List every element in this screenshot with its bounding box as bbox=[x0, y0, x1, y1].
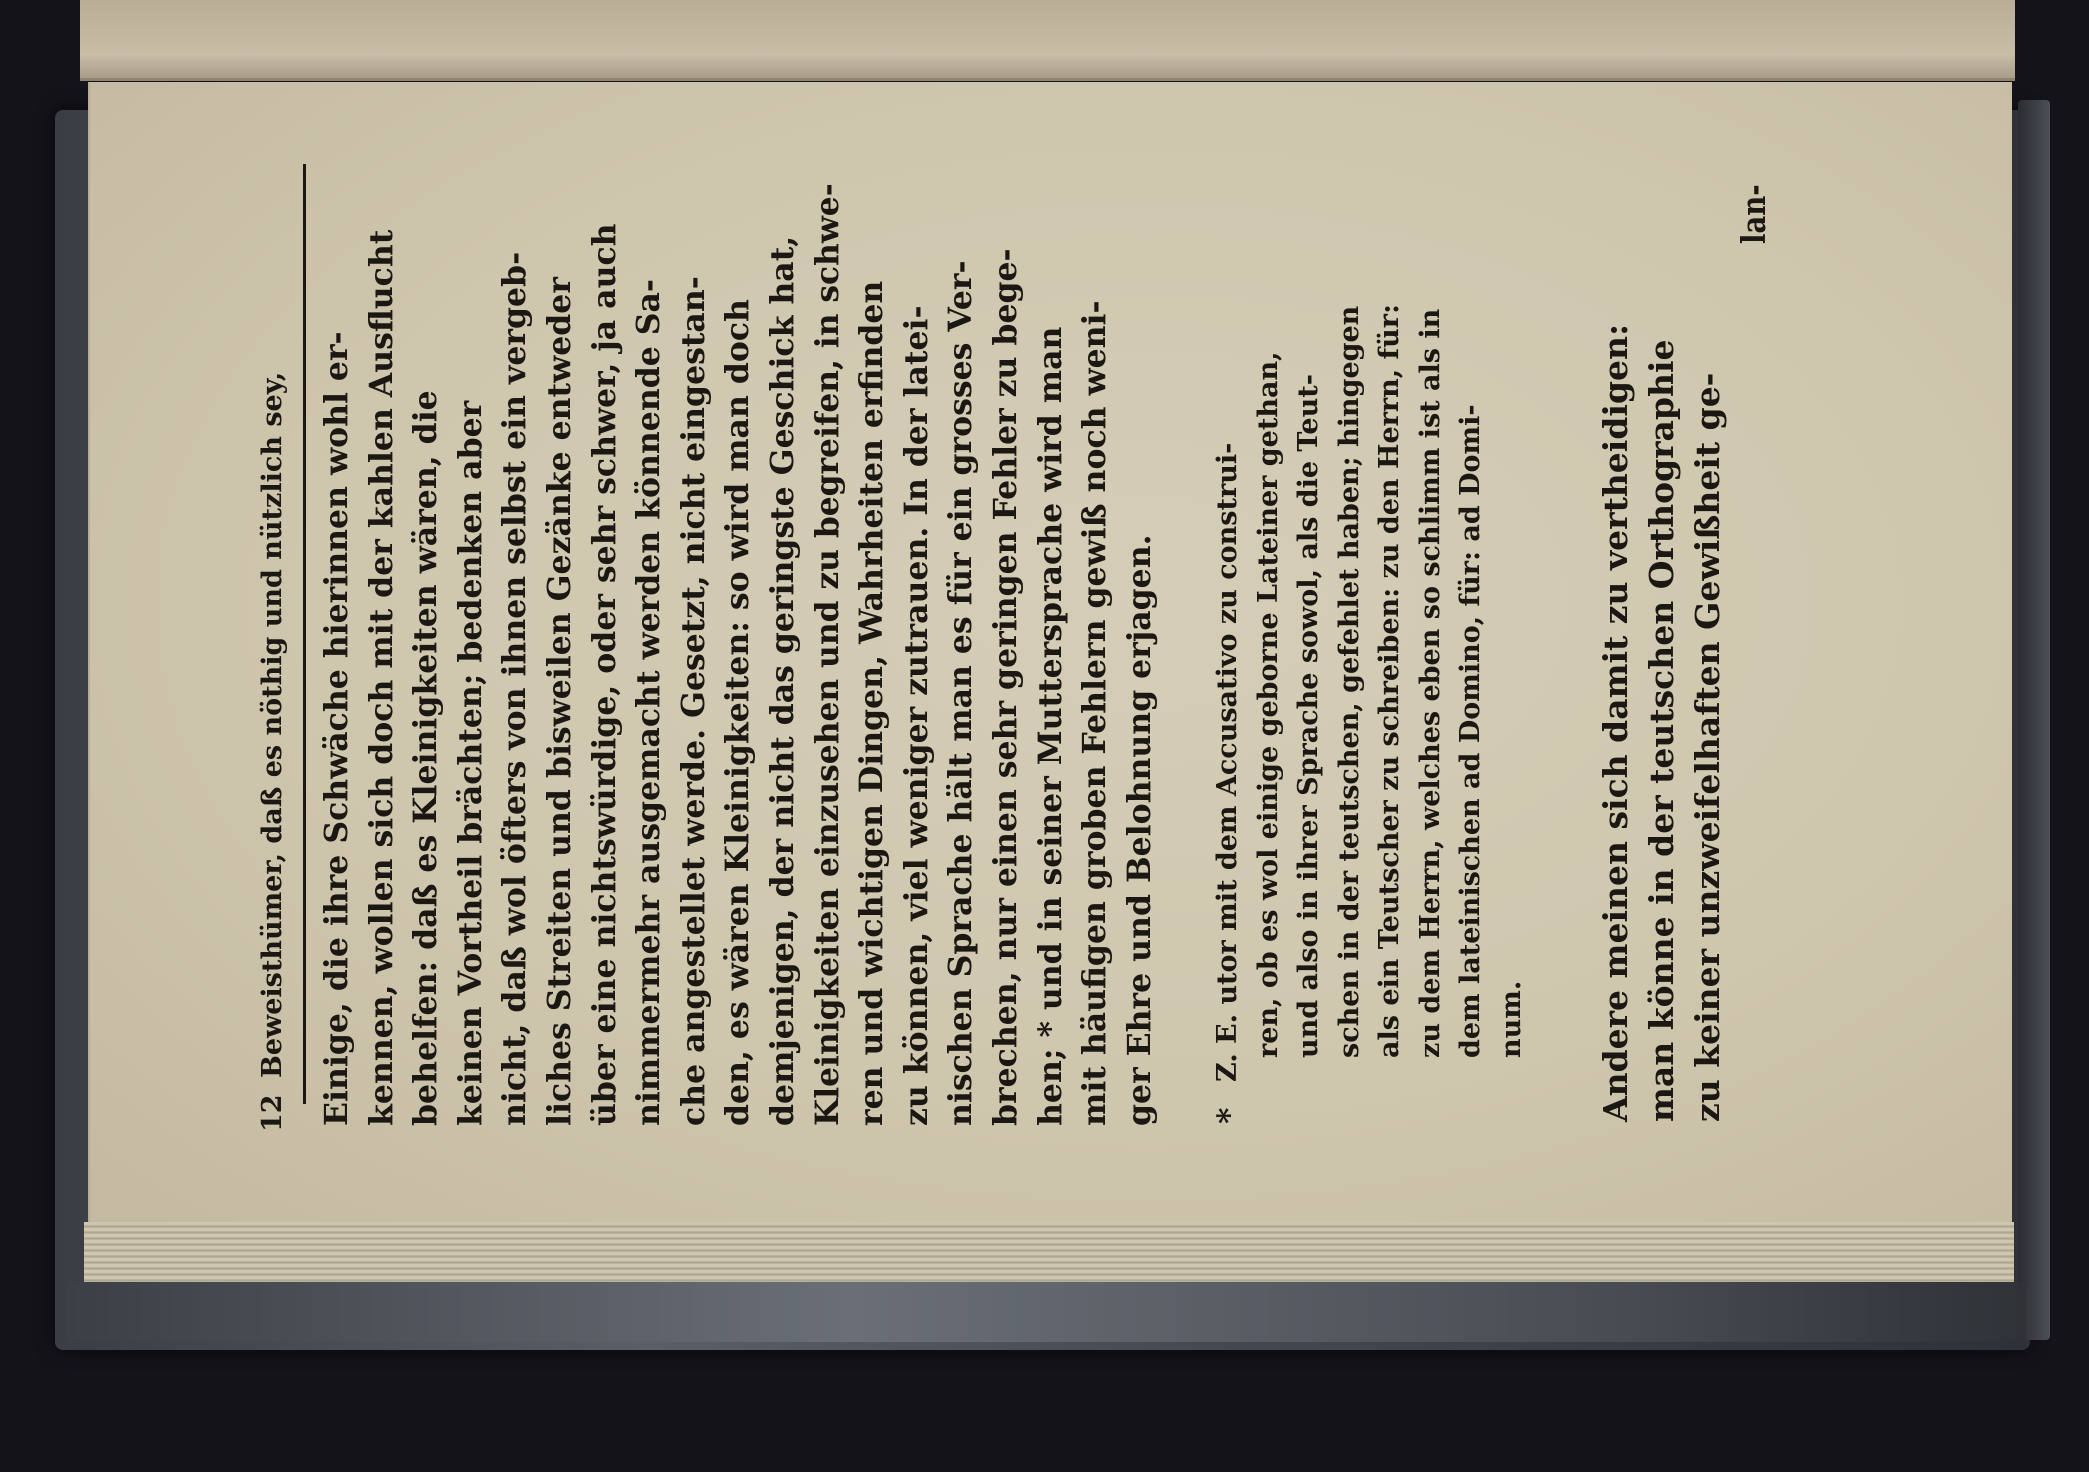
footnote-marker: * bbox=[1211, 1107, 1249, 1124]
footnote-line: zu dem Herrn, welches eben so schlimm ist als in bbox=[1414, 308, 1446, 1058]
paragraph-line: Kleinigkeiten einzusehen und zu begreifen, in schwe- bbox=[808, 183, 846, 1126]
paragraph-line: ger Ehre und Belohnung erjagen. bbox=[1120, 534, 1158, 1126]
paragraph-line: Andere meinen sich damit zu vertheidigen: bbox=[1596, 323, 1636, 1122]
header-rule bbox=[303, 164, 306, 1104]
paragraph-line: lan- bbox=[1734, 184, 1774, 244]
book-spine bbox=[66, 1282, 2026, 1342]
running-title: Beweisthümer, daß es nöthig und nützlich sey, bbox=[257, 371, 288, 1078]
page-text-block bbox=[249, 164, 1839, 1144]
paragraph-line: nischen Sprache hält man es für ein grosses Ver- bbox=[942, 260, 980, 1126]
running-head bbox=[249, 164, 297, 1144]
footnote-line: Z. E. utor mit dem Accusativo zu construi- bbox=[1212, 442, 1244, 1082]
paragraph-line: den, es wären Kleinigkeiten: so wird man doch bbox=[719, 299, 757, 1126]
footnote-line: als ein Teutscher zu schreiben: zu den Herrn, für: bbox=[1374, 304, 1406, 1058]
facing-page-edge bbox=[80, 0, 2015, 81]
footnote-line: schen in der teutschen, gefehlet haben; hingegen bbox=[1333, 305, 1365, 1058]
page-leaf-edges bbox=[84, 1222, 2014, 1282]
footnote-line: ren, ob es wol einige geborne Lateiner gethan, bbox=[1252, 351, 1284, 1058]
paragraph-line: zu können, viel weniger zutrauen. In der latei- bbox=[897, 305, 935, 1126]
paragraph-line: keinen Vortheil brächten; bedenken aber bbox=[451, 400, 489, 1126]
paragraph-line: man könne in der teutschen Orthographie bbox=[1642, 339, 1682, 1122]
footnote-line: und also in ihrer Sprache sowol, als die Teut- bbox=[1293, 374, 1325, 1058]
cover-edge bbox=[2018, 100, 2050, 1340]
footnote-line: dem lateinischen ad Domino, für: ad Domi- bbox=[1455, 404, 1487, 1058]
paragraph-line: liches Streiten und bisweilen Gezänke entweder bbox=[541, 277, 578, 1126]
footnote-line: num. bbox=[1495, 980, 1527, 1058]
paragraph-line: kennen, wollen sich doch mit der kahlen Ausflucht bbox=[362, 229, 400, 1126]
paragraph-line: nicht, daß wol öfters von ihnen selbst ein vergeb- bbox=[496, 251, 534, 1126]
paragraph-line: demjenigen, der nicht das geringste Geschick hat, bbox=[764, 235, 801, 1126]
paragraph-line: zu keiner unzweifelhaften Gewißheit ge- bbox=[1688, 372, 1728, 1122]
page-number: 12 bbox=[257, 1094, 288, 1132]
paragraph-line: ren und wichtigen Dingen, Wahrheiten erfinden bbox=[853, 280, 891, 1126]
paragraph-line: che angestellet werde. Gesetzt, nicht eingestan- bbox=[674, 276, 712, 1126]
paragraph-line: hen; * und in seiner Muttersprache wird man bbox=[1031, 326, 1069, 1126]
paragraph-line: behelfen: daß es Kleinigkeiten wären, die bbox=[407, 390, 445, 1126]
paragraph-line: mit häufigen groben Fehlern gewiß noch weni- bbox=[1076, 300, 1114, 1126]
paragraph-line: über eine nichtswürdige, oder sehr schwer, ja auch bbox=[585, 223, 623, 1126]
paragraph-line: nimmermehr ausgemacht werden könnende Sa- bbox=[630, 279, 668, 1126]
paragraph-line: Einige, die ihre Schwäche hierinnen wohl er- bbox=[318, 331, 355, 1126]
paragraph-line: brechen, nur einen sehr geringen Fehler zu bege- bbox=[987, 248, 1024, 1126]
